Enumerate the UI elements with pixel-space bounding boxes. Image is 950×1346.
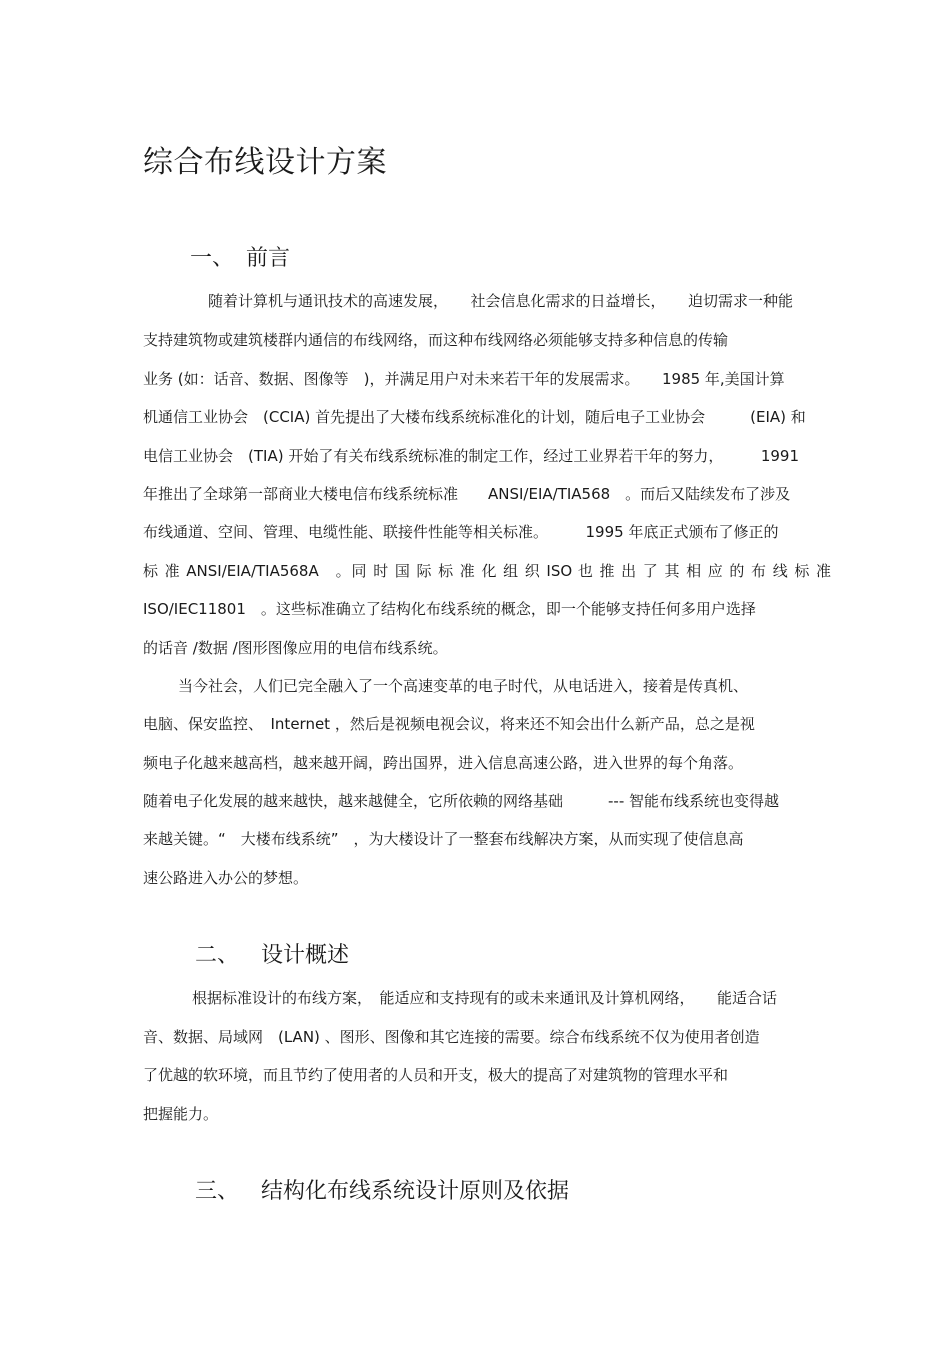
paragraph-line: 根据标准设计的布线方案， 能适应和支持现有的或未来通讯及计算机网络， 能适合话 [192,989,778,1007]
paragraph-line: 的话音 /数据 /图形图像应用的电信布线系统。 [143,639,448,657]
section-title: 设计概述 [261,943,350,968]
paragraph-line: 了优越的软环境，而且节约了使用者的人员和开支，极大的提高了对建筑物的管理水平和 [143,1066,729,1084]
paragraph-line: ISO/IEC11801 。这些标准确立了结构化布线系统的概念，即一个能够支持任何多用户选择 [143,600,756,618]
paragraph-line: 标 准 ANSI/EIA/TIA568A 。同 时 国 际 标 准 化 组 织 ISO 也 推 出 了 其 相 应 的 布 线 标 准 [143,562,831,580]
section-number: 二、 [195,943,240,968]
paragraph-line: 机通信工业协会 (CCIA) 首先提出了大楼布线系统标准化的计划，随后电子工业协会 (EIA) 和 [143,408,806,426]
paragraph-line: 随着计算机与通讯技术的高速发展， 社会信息化需求的日益增长， 迫切需求一种能 [208,292,794,310]
paragraph-line: 当今社会，人们已完全融入了一个高速变革的电子时代，从电话进入，接着是传真机、 [178,677,749,695]
paragraph-line: 速公路进入办公的梦想。 [143,869,309,887]
paragraph-line: 电信工业协会 (TIA) 开始了有关布线系统标准的制定工作，经过工业界若干年的努力， 1991 [143,447,799,465]
section-number: 三、 [195,1179,240,1204]
section-title: 前言 [246,246,291,271]
paragraph-line: 电脑、保安监控、 Internet ，然后是视频电视会议，将来还不知会出什么新产品，总之是视 [143,715,755,733]
paragraph-line: 把握能力。 [143,1105,219,1123]
paragraph-line: 音、数据、局域网 (LAN) 、图形、图像和其它连接的需要。综合布线系统不仅为使用者创造 [143,1028,760,1046]
paragraph-line: 布线通道、空间、管理、电缆性能、联接件性能等相关标准。 1995 年底正式颁布了修正的 [143,523,779,541]
section-heading-2 [195,941,349,971]
paragraph-line: 随着电子化发展的越来越快，越来越健全，它所依赖的网络基础 --- 智能布线系统也变得越 [143,792,780,810]
paragraph-line: 来越关键。“ 大楼布线系统” ，为大楼设计了一整套布线解决方案，从而实现了使信息高 [143,830,744,848]
paragraph-line: 频电子化越来越高档，越来越开阔，跨出国界，进入信息高速公路，进入世界的每个角落。 [143,754,744,772]
section-heading-1 [190,244,290,274]
paragraph-line: 年推出了全球第一部商业大楼电信布线系统标准 ANSI/EIA/TIA568 。而后又陆续发布了涉及 [143,485,791,503]
section-title: 结构化布线系统设计原则及依据 [261,1179,570,1204]
paragraph-line: 业务 (如：话音、数据、图像等 )，并满足用户对未来若干年的发展需求。 1985 年,美国计算 [143,370,785,388]
section-heading-3 [195,1177,569,1207]
paragraph-line: 支持建筑物或建筑楼群内通信的布线网络，而这种布线网络必须能够支持多种信息的传输 [143,331,729,349]
section-number: 一、 [190,246,235,271]
document-title: 综合布线设计方案 [143,145,387,180]
